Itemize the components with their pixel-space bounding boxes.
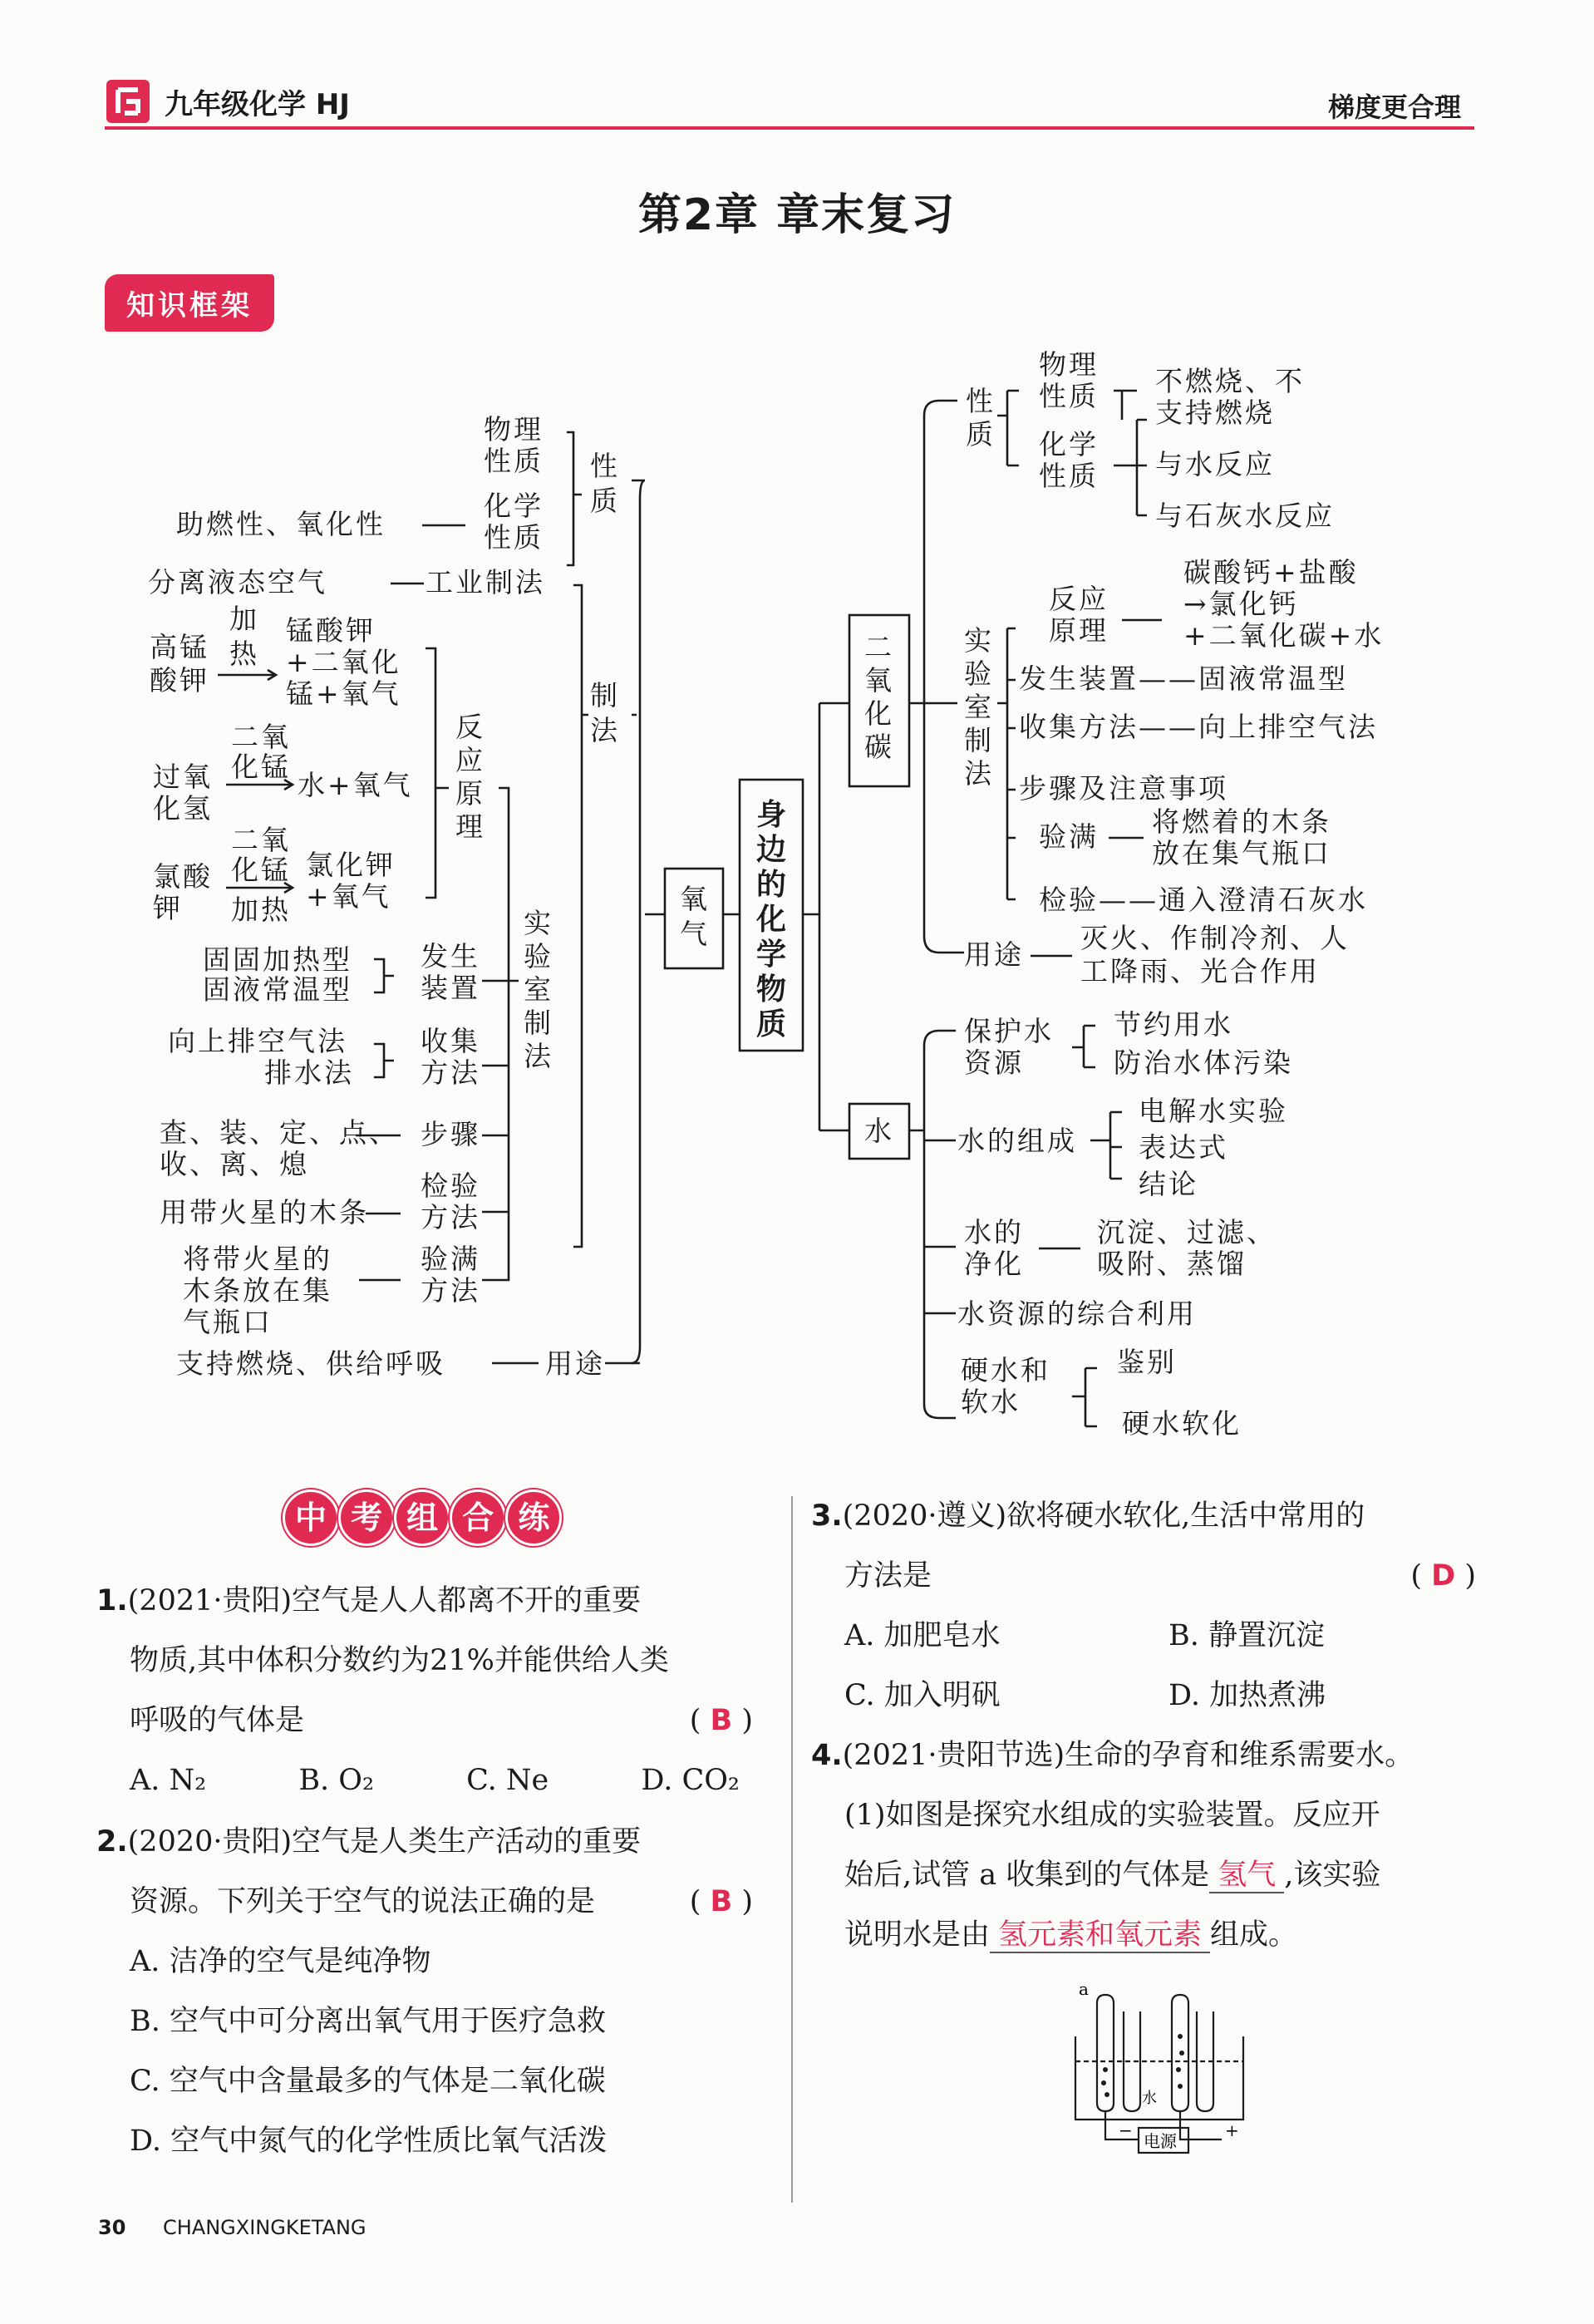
- r1-prod-3: 锰+氧气: [286, 677, 401, 710]
- q4-sub1-text: ,该实验: [1284, 1859, 1381, 1892]
- page-number: 30: [98, 2216, 126, 2239]
- power-label: 电源: [1144, 2131, 1177, 2151]
- electrolysis-apparatus-figure: [1064, 1978, 1255, 2169]
- o2-props-2: 质: [590, 485, 620, 517]
- q1-option-a: A. N₂: [130, 1764, 207, 1797]
- q4-sub1-line: (1)如图是探究水组成的实验装置。反应开: [844, 1799, 1380, 1832]
- q4-stem: (2021·贵阳节选)生命的孕育和维系需要水。: [842, 1739, 1414, 1772]
- o2-industrial-desc: 分离液态空气: [148, 566, 327, 598]
- co2-use-label: 用途: [964, 938, 1024, 971]
- water-hard-1: 硬水和: [961, 1354, 1050, 1386]
- r3-prod-1: 氯化钾: [306, 849, 396, 881]
- o2-full-2: 方法: [421, 1274, 480, 1307]
- r2-cond-2: 化锰: [231, 751, 291, 783]
- co2-full-desc-1: 将燃着的木条: [1152, 805, 1331, 838]
- r1-prod-2: +二氧化: [286, 646, 401, 678]
- oxygen-label-1: 氧: [680, 883, 710, 915]
- center-char: 边: [756, 833, 790, 867]
- co2-phys-2: 性质: [1039, 380, 1099, 412]
- o2-use-label: 用途: [545, 1347, 605, 1380]
- co2-reaction-1: 反应: [1049, 583, 1109, 615]
- center-char: 质: [756, 1007, 790, 1041]
- water-hard-2: 软水: [961, 1386, 1021, 1418]
- co2-use-desc-2: 工降雨、光合作用: [1080, 955, 1320, 987]
- water-protect-1: 保护水: [964, 1015, 1054, 1047]
- o2-chem-1: 化学: [484, 490, 544, 522]
- minus-label: −: [1119, 2120, 1133, 2140]
- co2-lab-4: 制: [964, 724, 994, 756]
- o2-collect-item-2: 排水法: [264, 1056, 354, 1089]
- beaker: [1075, 2036, 1243, 2120]
- r3-cond-bottom: 加热: [231, 894, 291, 926]
- center-label: [755, 798, 789, 1041]
- co2-chem-1: 化学: [1039, 428, 1099, 460]
- o2-test-1: 检验: [421, 1169, 480, 1202]
- title-char: 中: [283, 1489, 339, 1546]
- o2-test-2: 方法: [421, 1201, 480, 1233]
- question-1: 1.(2021·贵阳)空气是人人都离不开的重要 物质,其中体积分数约为21%并能供给人类 呼吸的气体是 ( B ) A. N₂ B. O₂ C. Ne D. CO₂: [96, 1571, 753, 1810]
- o2-apparatus-2: 装置: [421, 972, 480, 1004]
- co2-reaction-desc-1: 碳酸钙+盐酸: [1183, 556, 1359, 588]
- water-label: 水: [1142, 2090, 1157, 2107]
- q4-sub1-text: 说明水是由: [844, 1918, 991, 1952]
- q1-stem-line: 物质,其中体积分数约为21%并能供给人类: [130, 1644, 669, 1677]
- co2-lab-1: 实: [964, 624, 994, 657]
- title-char: 考: [338, 1489, 395, 1546]
- plus-label: +: [1225, 2120, 1239, 2140]
- q1-option-c: C. Ne: [466, 1764, 549, 1797]
- q3-option-c: C. 加入明矾: [844, 1679, 1001, 1712]
- q2-option-a: A. 洁净的空气是纯净物: [130, 1945, 431, 1978]
- o2-lab-4: 制: [524, 1007, 553, 1039]
- r1-reactant-2: 酸钾: [150, 664, 209, 697]
- o2-apparatus-1: 发生: [421, 940, 480, 972]
- co2-reaction-desc-3: +二氧化碳+水: [1183, 619, 1385, 652]
- q4-sub1-text: 始后,试管 a 收集到的气体是: [844, 1859, 1210, 1892]
- water-utilization: 水资源的综合利用: [957, 1297, 1197, 1330]
- co2-char: 二: [864, 631, 894, 663]
- r3-reactant-2: 钾: [153, 892, 183, 924]
- co2-lab-2: 验: [964, 657, 994, 690]
- q2-stem-line: 资源。下列关于空气的说法正确的是: [130, 1885, 596, 1918]
- practice-section-title: [283, 1489, 557, 1546]
- q2-number: 2.: [96, 1825, 128, 1859]
- water-purify-desc-1: 沉淀、过滤、: [1097, 1216, 1277, 1248]
- water-protect-2: 资源: [964, 1046, 1024, 1079]
- tube-a-label: a: [1079, 1979, 1089, 1999]
- title-char: 练: [505, 1489, 562, 1546]
- q4-number: 4.: [811, 1739, 843, 1772]
- r2-reactant-1: 过氧: [153, 761, 213, 793]
- water-purify-desc-2: 吸附、蒸馏: [1097, 1248, 1247, 1280]
- q2-stem-line: (2020·贵阳)空气是人类生产活动的重要: [127, 1825, 642, 1859]
- co2-props-1: 性: [966, 385, 996, 417]
- q2-option-b: B. 空气中可分离出氧气用于医疗急救: [130, 2005, 606, 2038]
- o2-lab-5: 法: [524, 1040, 553, 1072]
- co2-full-desc-2: 放在集气瓶口: [1152, 837, 1331, 869]
- center-char: 学: [756, 938, 790, 972]
- q4-blank-2: 氢元素和氧元素: [990, 1918, 1210, 1953]
- water-purify-1: 水的: [964, 1216, 1024, 1248]
- o2-lab-2: 验: [524, 940, 553, 972]
- q3-answer: D: [1431, 1559, 1456, 1593]
- q2-answer: B: [710, 1885, 733, 1918]
- q3-option-b: B. 静置沉淀: [1168, 1619, 1325, 1652]
- o2-reaction-1: 反: [455, 711, 485, 743]
- co2-steps: 步骤及注意事项: [1019, 772, 1228, 805]
- q1-option-b: B. O₂: [298, 1764, 375, 1797]
- r3-cond-2: 化锰: [231, 854, 291, 886]
- water-protect-item-1: 节约用水: [1114, 1008, 1233, 1041]
- o2-chem-desc: 助燃性、氧化性: [176, 508, 386, 540]
- co2-p3: 与石灰水反应: [1155, 500, 1335, 532]
- o2-use-desc: 支持燃烧、供给呼吸: [176, 1347, 445, 1380]
- o2-collect-2: 方法: [421, 1056, 480, 1089]
- footer-brand: CHANGXINGKETANG: [163, 2216, 367, 2239]
- r1-prod-1: 锰酸钾: [286, 614, 376, 647]
- co2-collect: 收集方法——向上排空气法: [1019, 711, 1378, 743]
- r3-cond-1: 二氧: [231, 824, 291, 856]
- r2-cond-1: 二氧: [231, 721, 291, 753]
- q3-number: 3.: [811, 1499, 843, 1533]
- chapter-title: 第2章 章末复习: [637, 190, 957, 240]
- q2-option-c: C. 空气中含量最多的气体是二氧化碳: [130, 2065, 606, 2098]
- q1-option-d: D. CO₂: [641, 1764, 740, 1797]
- q3-stem-line: 方法是: [844, 1559, 932, 1593]
- o2-reaction-2: 应: [455, 744, 485, 776]
- co2-char: 碳: [864, 731, 894, 763]
- q3-stem-line: (2020·遵义)欲将硬水软化,生活中常用的: [842, 1499, 1365, 1533]
- q2-option-d: D. 空气中氮气的化学性质比氧气活泼: [130, 2125, 608, 2158]
- r2-reactant-2: 化氢: [153, 792, 213, 825]
- o2-full-desc-3: 气瓶口: [183, 1306, 273, 1338]
- water-composition-item-3: 结论: [1139, 1168, 1198, 1200]
- o2-apparatus-item-2: 固液常温型: [203, 973, 352, 1006]
- co2-lab-3: 室: [964, 691, 994, 723]
- o2-phys-1: 物理: [484, 413, 544, 446]
- co2-char: 氧: [864, 664, 894, 697]
- co2-apparatus: 发生装置——固液常温型: [1019, 662, 1348, 695]
- co2-p1-1: 不燃烧、不: [1155, 365, 1305, 397]
- co2-use-desc-1: 灭火、作制冷剂、人: [1080, 922, 1350, 954]
- water-purify-2: 净化: [964, 1248, 1024, 1280]
- co2-reaction-desc-2: →氯化钙: [1183, 588, 1299, 620]
- co2-chem-2: 性质: [1039, 460, 1099, 492]
- co2-p1-2: 支持燃烧: [1155, 396, 1275, 429]
- o2-industrial-label: 工业制法: [426, 566, 545, 598]
- water-label: 水: [864, 1115, 894, 1147]
- o2-prep-1: 制: [590, 679, 620, 711]
- o2-test-desc: 用带火星的木条: [160, 1196, 369, 1228]
- q1-answer: B: [710, 1704, 733, 1737]
- water-composition-label: 水的组成: [957, 1125, 1077, 1157]
- o2-lab-3: 室: [524, 973, 553, 1006]
- o2-full-desc-2: 木条放在集: [183, 1274, 332, 1307]
- header-slogan: 梯度更合理: [1327, 91, 1461, 123]
- water-hard-item-2: 硬水软化: [1122, 1407, 1242, 1440]
- q4-sub1-text: 组成。: [1210, 1918, 1298, 1952]
- title-char: 合: [450, 1489, 506, 1546]
- o2-lab-1: 实: [524, 907, 553, 939]
- title-char: 组: [394, 1489, 450, 1546]
- co2-test: 检验——通入澄清石灰水: [1039, 884, 1368, 916]
- o2-chem-2: 性质: [484, 521, 544, 554]
- center-char: 身: [756, 798, 790, 832]
- column-divider: [791, 1496, 793, 2203]
- center-char: 的: [756, 868, 790, 902]
- r1-cond-1: 加: [229, 603, 259, 635]
- o2-steps-1: 查、装、定、点、: [160, 1116, 399, 1149]
- center-char: 物: [756, 972, 790, 1007]
- q3-option-a: A. 加肥皂水: [844, 1619, 1001, 1652]
- water-composition-item-1: 电解水实验: [1139, 1095, 1288, 1127]
- q1-stem-line: 呼吸的气体是: [130, 1704, 305, 1737]
- co2-reaction-2: 原理: [1049, 614, 1109, 647]
- o2-prep-2: 法: [590, 714, 620, 746]
- q1-stem-line: (2021·贵阳)空气是人人都离不开的重要: [127, 1584, 642, 1617]
- o2-props-1: 性: [590, 450, 620, 482]
- r3-reactant-1: 氯酸: [153, 860, 213, 893]
- co2-full-label: 验满: [1039, 820, 1099, 853]
- o2-steps-label: 步骤: [421, 1118, 480, 1150]
- q3-option-d: D. 加热煮沸: [1168, 1679, 1326, 1712]
- q4-blank-1: 氢气: [1209, 1859, 1284, 1893]
- water-composition-item-2: 表达式: [1139, 1131, 1228, 1164]
- question-2: 2.(2020·贵阳)空气是人类生产活动的重要 资源。下列关于空气的说法正确的是 ( B ) A. 洁净的空气是纯净物 B. 空气中可分离出氧气用于医疗急救 C. 空气中含量最多的气体是二氧化碳 D. 空气中氮气的化学性质比氧气活泼: [96, 1812, 753, 2171]
- co2-props-2: 质: [966, 418, 996, 451]
- question-3: 3.(2020·遵义)欲将硬水软化,生活中常用的 方法是 ( D ) A. 加肥皂水 B. 静置沉淀 C. 加入明矾 D. 加热煮沸 4.(2021·贵阳节选)生命的孕育和维系需要水。 (1)如图是探究水组成的实验装置。反应开 始后,试管 a 收集到的气体是 氢气 ,该实验 说明水是由 氢元素和氧元素 组成。: [811, 1499, 1476, 1952]
- center-char: 化: [756, 903, 790, 937]
- q1-number: 1.: [96, 1584, 128, 1617]
- o2-collect-item-1: 向上排空气法: [168, 1025, 347, 1057]
- o2-reaction-3: 原: [455, 777, 485, 810]
- o2-reaction-4: 理: [455, 810, 485, 843]
- o2-collect-1: 收集: [421, 1025, 480, 1057]
- water-protect-item-2: 防治水体污染: [1114, 1046, 1293, 1079]
- oxygen-label-2: 气: [680, 918, 710, 950]
- co2-lab-5: 法: [964, 757, 994, 790]
- r3-prod-2: +氧气: [306, 880, 391, 913]
- co2-char: 化: [864, 697, 894, 730]
- o2-steps-2: 收、离、熄: [160, 1148, 309, 1180]
- o2-phys-2: 性质: [484, 445, 544, 477]
- o2-full-1: 验满: [421, 1243, 480, 1275]
- co2-p2: 与水反应: [1155, 448, 1275, 480]
- r2-products: 水+氧气: [298, 769, 413, 801]
- o2-apparatus-item-1: 固固加热型: [203, 943, 352, 976]
- co2-phys-1: 物理: [1039, 348, 1099, 381]
- section-tag-knowledge-framework: 知识框架: [105, 274, 274, 332]
- o2-full-desc-1: 将带火星的: [183, 1243, 332, 1275]
- r1-cond-2: 热: [229, 638, 259, 670]
- water-hard-item-1: 鉴别: [1117, 1346, 1177, 1378]
- book-title: 九年级化学 HJ: [165, 88, 350, 121]
- r1-reactant-1: 高锰: [150, 631, 209, 663]
